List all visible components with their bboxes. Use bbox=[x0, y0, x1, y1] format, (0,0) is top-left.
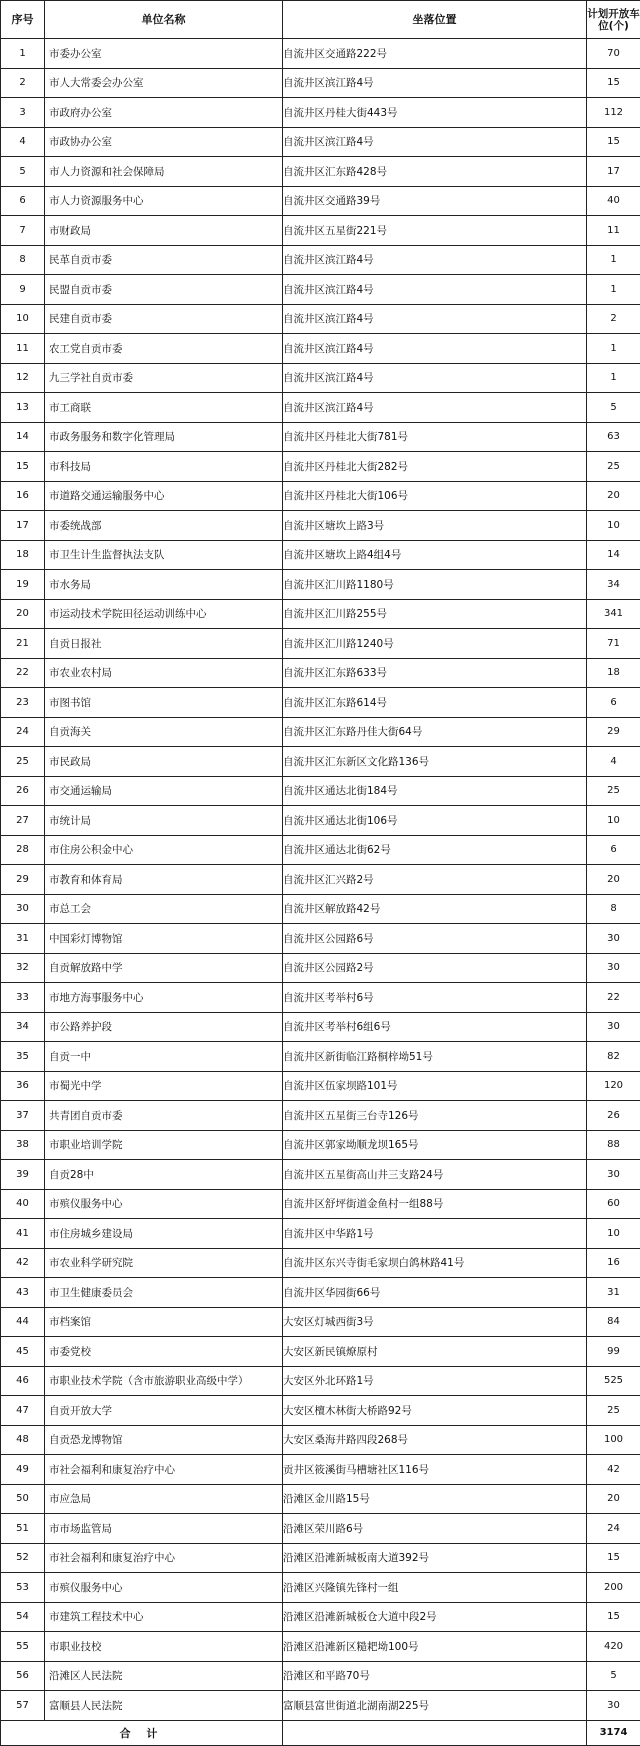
row-unit-name: 市职业培训学院 bbox=[45, 1130, 283, 1160]
row-capacity: 525 bbox=[587, 1366, 640, 1396]
table-row bbox=[1, 599, 640, 629]
table-row bbox=[1, 481, 640, 511]
table-row bbox=[1, 1396, 640, 1426]
table-row bbox=[1, 658, 640, 688]
row-address: 自流井区中华路1号 bbox=[283, 1219, 587, 1249]
table-row bbox=[1, 776, 640, 806]
row-seq: 12 bbox=[1, 363, 45, 393]
row-unit-name: 市财政局 bbox=[45, 216, 283, 246]
row-seq: 29 bbox=[1, 865, 45, 895]
row-seq: 46 bbox=[1, 1366, 45, 1396]
row-seq: 3 bbox=[1, 98, 45, 128]
row-capacity: 420 bbox=[587, 1632, 640, 1662]
table-row bbox=[1, 1042, 640, 1072]
row-address: 自流井区丹桂大街443号 bbox=[283, 98, 587, 128]
row-unit-name: 市农业科学研究院 bbox=[45, 1248, 283, 1278]
table-row bbox=[1, 747, 640, 777]
row-capacity: 70 bbox=[587, 39, 640, 69]
table-row bbox=[1, 540, 640, 570]
row-seq: 52 bbox=[1, 1543, 45, 1573]
row-address: 大安区灯城西街3号 bbox=[283, 1307, 587, 1337]
row-seq: 34 bbox=[1, 1012, 45, 1042]
row-seq: 18 bbox=[1, 540, 45, 570]
row-unit-name: 自贡一中 bbox=[45, 1042, 283, 1072]
row-capacity: 11 bbox=[587, 216, 640, 246]
row-address: 沿滩区兴隆镇先锋村一组 bbox=[283, 1573, 587, 1603]
table-row bbox=[1, 98, 640, 128]
row-capacity: 25 bbox=[587, 452, 640, 482]
row-seq: 2 bbox=[1, 68, 45, 98]
row-seq: 16 bbox=[1, 481, 45, 511]
row-unit-name: 民革自贡市委 bbox=[45, 245, 283, 275]
row-address: 自流井区丹桂北大街781号 bbox=[283, 422, 587, 452]
row-capacity: 10 bbox=[587, 806, 640, 836]
row-address: 沿滩区和平路70号 bbox=[283, 1661, 587, 1691]
row-seq: 30 bbox=[1, 894, 45, 924]
table-row bbox=[1, 894, 640, 924]
row-capacity: 6 bbox=[587, 835, 640, 865]
row-seq: 19 bbox=[1, 570, 45, 600]
row-seq: 38 bbox=[1, 1130, 45, 1160]
total-row bbox=[1, 1720, 640, 1745]
row-address: 大安区外北环路1号 bbox=[283, 1366, 587, 1396]
row-capacity: 22 bbox=[587, 983, 640, 1013]
row-capacity: 71 bbox=[587, 629, 640, 659]
row-unit-name: 市公路养护段 bbox=[45, 1012, 283, 1042]
row-seq: 37 bbox=[1, 1101, 45, 1131]
row-address: 自流井区汇东路633号 bbox=[283, 658, 587, 688]
row-address: 自流井区新街临江路桐梓坳51号 bbox=[283, 1042, 587, 1072]
row-seq: 24 bbox=[1, 717, 45, 747]
table-row bbox=[1, 1012, 640, 1042]
row-seq: 9 bbox=[1, 275, 45, 305]
row-unit-name: 市交通运输局 bbox=[45, 776, 283, 806]
row-capacity: 31 bbox=[587, 1278, 640, 1308]
header-name: 单位名称 bbox=[45, 1, 283, 39]
row-unit-name: 市农业农村局 bbox=[45, 658, 283, 688]
row-seq: 5 bbox=[1, 157, 45, 187]
row-unit-name: 沿滩区人民法院 bbox=[45, 1661, 283, 1691]
row-unit-name: 市教育和体育局 bbox=[45, 865, 283, 895]
table-row bbox=[1, 186, 640, 216]
row-address: 自流井区塘坎上路3号 bbox=[283, 511, 587, 541]
row-address: 大安区檀木林街大桥路92号 bbox=[283, 1396, 587, 1426]
row-address: 自流井区解放路42号 bbox=[283, 894, 587, 924]
table-row bbox=[1, 1130, 640, 1160]
row-capacity: 1 bbox=[587, 334, 640, 364]
table-row bbox=[1, 1307, 640, 1337]
row-address: 自流井区汇东新区文化路136号 bbox=[283, 747, 587, 777]
row-capacity: 5 bbox=[587, 1661, 640, 1691]
row-seq: 44 bbox=[1, 1307, 45, 1337]
row-address: 自流井区通达北街184号 bbox=[283, 776, 587, 806]
row-address: 沿滩区荣川路6号 bbox=[283, 1514, 587, 1544]
row-address: 自流井区五星街高山井三支路24号 bbox=[283, 1160, 587, 1190]
row-seq: 7 bbox=[1, 216, 45, 246]
row-capacity: 2 bbox=[587, 304, 640, 334]
table-row bbox=[1, 1337, 640, 1367]
row-seq: 20 bbox=[1, 599, 45, 629]
total-value: 3174 bbox=[587, 1720, 640, 1745]
row-seq: 48 bbox=[1, 1425, 45, 1455]
row-unit-name: 市总工会 bbox=[45, 894, 283, 924]
row-capacity: 5 bbox=[587, 393, 640, 423]
row-address: 贡井区筱溪街马槽塘社区116号 bbox=[283, 1455, 587, 1485]
row-address: 自流井区滨江路4号 bbox=[283, 304, 587, 334]
row-seq: 21 bbox=[1, 629, 45, 659]
row-unit-name: 市殡仪服务中心 bbox=[45, 1573, 283, 1603]
table-row bbox=[1, 68, 640, 98]
header-address: 坐落位置 bbox=[283, 1, 587, 39]
row-seq: 14 bbox=[1, 422, 45, 452]
row-address: 自流井区汇川路1180号 bbox=[283, 570, 587, 600]
table-row bbox=[1, 1101, 640, 1131]
table-row bbox=[1, 1632, 640, 1662]
row-address: 富顺县富世街道北湖南湖225号 bbox=[283, 1691, 587, 1721]
row-unit-name: 市殡仪服务中心 bbox=[45, 1189, 283, 1219]
row-capacity: 100 bbox=[587, 1425, 640, 1455]
row-unit-name: 市建筑工程技术中心 bbox=[45, 1602, 283, 1632]
row-seq: 27 bbox=[1, 806, 45, 836]
row-seq: 17 bbox=[1, 511, 45, 541]
row-address: 自流井区考举村6组6号 bbox=[283, 1012, 587, 1042]
row-unit-name: 市住房公积金中心 bbox=[45, 835, 283, 865]
table-row bbox=[1, 127, 640, 157]
table-row bbox=[1, 835, 640, 865]
table-row bbox=[1, 1661, 640, 1691]
row-address: 自流井区丹桂北大街106号 bbox=[283, 481, 587, 511]
row-unit-name: 市图书馆 bbox=[45, 688, 283, 718]
row-address: 自流井区通达北街62号 bbox=[283, 835, 587, 865]
row-unit-name: 农工党自贡市委 bbox=[45, 334, 283, 364]
row-seq: 6 bbox=[1, 186, 45, 216]
row-unit-name: 市委党校 bbox=[45, 1337, 283, 1367]
table-body bbox=[1, 39, 640, 1721]
row-capacity: 120 bbox=[587, 1071, 640, 1101]
row-capacity: 18 bbox=[587, 658, 640, 688]
row-unit-name: 自贡开放大学 bbox=[45, 1396, 283, 1426]
row-unit-name: 中国彩灯博物馆 bbox=[45, 924, 283, 954]
row-capacity: 84 bbox=[587, 1307, 640, 1337]
row-seq: 50 bbox=[1, 1484, 45, 1514]
row-unit-name: 市地方海事服务中心 bbox=[45, 983, 283, 1013]
row-seq: 43 bbox=[1, 1278, 45, 1308]
table-row bbox=[1, 1602, 640, 1632]
row-unit-name: 市应急局 bbox=[45, 1484, 283, 1514]
row-capacity: 14 bbox=[587, 540, 640, 570]
row-seq: 56 bbox=[1, 1661, 45, 1691]
row-capacity: 30 bbox=[587, 1691, 640, 1721]
header-capacity: 计划开放车位(个) bbox=[587, 1, 640, 39]
row-capacity: 20 bbox=[587, 865, 640, 895]
row-unit-name: 市卫生计生监督执法支队 bbox=[45, 540, 283, 570]
table-row bbox=[1, 363, 640, 393]
row-capacity: 63 bbox=[587, 422, 640, 452]
row-address: 自流井区公园路2号 bbox=[283, 953, 587, 983]
row-address: 自流井区公园路6号 bbox=[283, 924, 587, 954]
row-seq: 26 bbox=[1, 776, 45, 806]
row-address: 自流井区五星街三台寺126号 bbox=[283, 1101, 587, 1131]
table-row bbox=[1, 1573, 640, 1603]
row-unit-name: 市人力资源和社会保障局 bbox=[45, 157, 283, 187]
row-seq: 39 bbox=[1, 1160, 45, 1190]
row-unit-name: 民建自贡市委 bbox=[45, 304, 283, 334]
row-capacity: 60 bbox=[587, 1189, 640, 1219]
row-unit-name: 市社会福利和康复治疗中心 bbox=[45, 1543, 283, 1573]
row-unit-name: 市社会福利和康复治疗中心 bbox=[45, 1455, 283, 1485]
row-unit-name: 民盟自贡市委 bbox=[45, 275, 283, 305]
row-capacity: 29 bbox=[587, 717, 640, 747]
row-unit-name: 自贡恐龙博物馆 bbox=[45, 1425, 283, 1455]
row-unit-name: 自贡海关 bbox=[45, 717, 283, 747]
table-row bbox=[1, 629, 640, 659]
row-address: 自流井区汇东路428号 bbox=[283, 157, 587, 187]
row-unit-name: 市市场监管局 bbox=[45, 1514, 283, 1544]
row-capacity: 40 bbox=[587, 186, 640, 216]
row-unit-name: 市水务局 bbox=[45, 570, 283, 600]
row-unit-name: 市蜀光中学 bbox=[45, 1071, 283, 1101]
row-capacity: 20 bbox=[587, 481, 640, 511]
row-unit-name: 市统计局 bbox=[45, 806, 283, 836]
row-seq: 54 bbox=[1, 1602, 45, 1632]
row-capacity: 20 bbox=[587, 1484, 640, 1514]
row-address: 沿滩区沿滩新城板仓大道中段2号 bbox=[283, 1602, 587, 1632]
header-seq: 序号 bbox=[1, 1, 45, 39]
row-capacity: 24 bbox=[587, 1514, 640, 1544]
table-row bbox=[1, 1484, 640, 1514]
row-unit-name: 市职业技校 bbox=[45, 1632, 283, 1662]
row-address: 自流井区通达北街106号 bbox=[283, 806, 587, 836]
row-address: 大安区桑海井路四段268号 bbox=[283, 1425, 587, 1455]
table-row bbox=[1, 334, 640, 364]
row-seq: 49 bbox=[1, 1455, 45, 1485]
row-seq: 23 bbox=[1, 688, 45, 718]
row-unit-name: 市民政局 bbox=[45, 747, 283, 777]
row-address: 自流井区滨江路4号 bbox=[283, 68, 587, 98]
table-row bbox=[1, 1071, 640, 1101]
total-blank-cell bbox=[283, 1720, 587, 1745]
table-row bbox=[1, 865, 640, 895]
row-capacity: 82 bbox=[587, 1042, 640, 1072]
row-address: 自流井区伍家坝路101号 bbox=[283, 1071, 587, 1101]
row-seq: 36 bbox=[1, 1071, 45, 1101]
row-seq: 15 bbox=[1, 452, 45, 482]
row-capacity: 1 bbox=[587, 275, 640, 305]
row-unit-name: 市科技局 bbox=[45, 452, 283, 482]
row-address: 自流井区汇东路丹佳大街64号 bbox=[283, 717, 587, 747]
row-unit-name: 市工商联 bbox=[45, 393, 283, 423]
table-row bbox=[1, 806, 640, 836]
table-row bbox=[1, 452, 640, 482]
row-unit-name: 富顺县人民法院 bbox=[45, 1691, 283, 1721]
row-capacity: 25 bbox=[587, 776, 640, 806]
row-seq: 57 bbox=[1, 1691, 45, 1721]
row-unit-name: 市住房城乡建设局 bbox=[45, 1219, 283, 1249]
row-seq: 11 bbox=[1, 334, 45, 364]
row-address: 自流井区滨江路4号 bbox=[283, 127, 587, 157]
row-address: 自流井区华园街66号 bbox=[283, 1278, 587, 1308]
row-address: 自流井区滨江路4号 bbox=[283, 393, 587, 423]
table-row bbox=[1, 688, 640, 718]
row-address: 自流井区郭家坳顺龙坝165号 bbox=[283, 1130, 587, 1160]
row-capacity: 6 bbox=[587, 688, 640, 718]
row-capacity: 34 bbox=[587, 570, 640, 600]
row-capacity: 15 bbox=[587, 127, 640, 157]
row-seq: 42 bbox=[1, 1248, 45, 1278]
row-address: 自流井区塘坎上路4组4号 bbox=[283, 540, 587, 570]
table-row bbox=[1, 924, 640, 954]
row-seq: 53 bbox=[1, 1573, 45, 1603]
row-seq: 28 bbox=[1, 835, 45, 865]
row-address: 大安区新民镇燎原村 bbox=[283, 1337, 587, 1367]
row-address: 自流井区考举村6号 bbox=[283, 983, 587, 1013]
table-row bbox=[1, 216, 640, 246]
table-row bbox=[1, 1248, 640, 1278]
row-address: 自流井区汇兴路2号 bbox=[283, 865, 587, 895]
table-row bbox=[1, 275, 640, 305]
total-label: 合 计 bbox=[1, 1720, 283, 1745]
row-capacity: 1 bbox=[587, 245, 640, 275]
row-unit-name: 市政务服务和数字化管理局 bbox=[45, 422, 283, 452]
row-unit-name: 市委办公室 bbox=[45, 39, 283, 69]
row-capacity: 1 bbox=[587, 363, 640, 393]
row-address: 自流井区交通路222号 bbox=[283, 39, 587, 69]
row-unit-name: 市职业技术学院（含市旅游职业高级中学） bbox=[45, 1366, 283, 1396]
row-capacity: 30 bbox=[587, 1160, 640, 1190]
row-unit-name: 市委统战部 bbox=[45, 511, 283, 541]
row-seq: 33 bbox=[1, 983, 45, 1013]
row-seq: 40 bbox=[1, 1189, 45, 1219]
row-capacity: 30 bbox=[587, 924, 640, 954]
row-unit-name: 自贡解放路中学 bbox=[45, 953, 283, 983]
row-address: 自流井区汇东路614号 bbox=[283, 688, 587, 718]
row-address: 沿滩区金川路15号 bbox=[283, 1484, 587, 1514]
row-seq: 35 bbox=[1, 1042, 45, 1072]
row-seq: 25 bbox=[1, 747, 45, 777]
row-unit-name: 自贡28中 bbox=[45, 1160, 283, 1190]
header-row bbox=[1, 1, 640, 39]
row-capacity: 25 bbox=[587, 1396, 640, 1426]
row-capacity: 30 bbox=[587, 953, 640, 983]
table-row bbox=[1, 422, 640, 452]
row-capacity: 8 bbox=[587, 894, 640, 924]
row-seq: 45 bbox=[1, 1337, 45, 1367]
row-capacity: 15 bbox=[587, 68, 640, 98]
row-seq: 41 bbox=[1, 1219, 45, 1249]
row-unit-name: 市运动技术学院田径运动训练中心 bbox=[45, 599, 283, 629]
table-row bbox=[1, 717, 640, 747]
row-seq: 10 bbox=[1, 304, 45, 334]
table-row bbox=[1, 1278, 640, 1308]
table-row bbox=[1, 1543, 640, 1573]
table-row bbox=[1, 1691, 640, 1721]
row-seq: 32 bbox=[1, 953, 45, 983]
row-capacity: 42 bbox=[587, 1455, 640, 1485]
row-unit-name: 市道路交通运输服务中心 bbox=[45, 481, 283, 511]
row-capacity: 99 bbox=[587, 1337, 640, 1367]
table-row bbox=[1, 157, 640, 187]
table-row bbox=[1, 983, 640, 1013]
row-seq: 22 bbox=[1, 658, 45, 688]
row-address: 自流井区滨江路4号 bbox=[283, 245, 587, 275]
row-address: 自流井区丹桂北大街282号 bbox=[283, 452, 587, 482]
row-capacity: 10 bbox=[587, 511, 640, 541]
row-seq: 4 bbox=[1, 127, 45, 157]
row-capacity: 88 bbox=[587, 1130, 640, 1160]
row-capacity: 341 bbox=[587, 599, 640, 629]
row-address: 自流井区汇川路255号 bbox=[283, 599, 587, 629]
row-capacity: 15 bbox=[587, 1602, 640, 1632]
table-row bbox=[1, 304, 640, 334]
row-unit-name: 市政协办公室 bbox=[45, 127, 283, 157]
row-unit-name: 共青团自贡市委 bbox=[45, 1101, 283, 1131]
row-unit-name: 市人大常委会办公室 bbox=[45, 68, 283, 98]
row-address: 自流井区五星街221号 bbox=[283, 216, 587, 246]
row-capacity: 10 bbox=[587, 1219, 640, 1249]
row-address: 自流井区舒坪街道金鱼村一组88号 bbox=[283, 1189, 587, 1219]
row-seq: 55 bbox=[1, 1632, 45, 1662]
table-row bbox=[1, 1366, 640, 1396]
row-capacity: 30 bbox=[587, 1012, 640, 1042]
row-seq: 47 bbox=[1, 1396, 45, 1426]
table-row bbox=[1, 1455, 640, 1485]
table-row bbox=[1, 1160, 640, 1190]
table-row bbox=[1, 511, 640, 541]
table-row bbox=[1, 570, 640, 600]
row-unit-name: 市人力资源服务中心 bbox=[45, 186, 283, 216]
table-row bbox=[1, 1219, 640, 1249]
row-address: 自流井区交通路39号 bbox=[283, 186, 587, 216]
row-unit-name: 市卫生健康委员会 bbox=[45, 1278, 283, 1308]
row-seq: 13 bbox=[1, 393, 45, 423]
table-row bbox=[1, 1514, 640, 1544]
row-unit-name: 九三学社自贡市委 bbox=[45, 363, 283, 393]
row-seq: 8 bbox=[1, 245, 45, 275]
row-capacity: 112 bbox=[587, 98, 640, 128]
row-capacity: 26 bbox=[587, 1101, 640, 1131]
table-row bbox=[1, 1189, 640, 1219]
row-address: 沿滩区沿滩新城板南大道392号 bbox=[283, 1543, 587, 1573]
row-seq: 51 bbox=[1, 1514, 45, 1544]
row-seq: 31 bbox=[1, 924, 45, 954]
row-unit-name: 自贡日报社 bbox=[45, 629, 283, 659]
table-row bbox=[1, 393, 640, 423]
table-row bbox=[1, 1425, 640, 1455]
row-address: 自流井区滨江路4号 bbox=[283, 275, 587, 305]
row-seq: 1 bbox=[1, 39, 45, 69]
row-address: 自流井区滨江路4号 bbox=[283, 363, 587, 393]
row-address: 自流井区东兴寺街毛家坝白鸽林路41号 bbox=[283, 1248, 587, 1278]
row-address: 沿滩区沿滩新区糙耙坳100号 bbox=[283, 1632, 587, 1662]
table-row bbox=[1, 953, 640, 983]
row-address: 自流井区滨江路4号 bbox=[283, 334, 587, 364]
row-unit-name: 市档案馆 bbox=[45, 1307, 283, 1337]
table-row bbox=[1, 245, 640, 275]
row-unit-name: 市政府办公室 bbox=[45, 98, 283, 128]
table-row bbox=[1, 39, 640, 69]
row-capacity: 15 bbox=[587, 1543, 640, 1573]
row-capacity: 17 bbox=[587, 157, 640, 187]
row-capacity: 4 bbox=[587, 747, 640, 777]
row-capacity: 16 bbox=[587, 1248, 640, 1278]
row-capacity: 200 bbox=[587, 1573, 640, 1603]
row-address: 自流井区汇川路1240号 bbox=[283, 629, 587, 659]
